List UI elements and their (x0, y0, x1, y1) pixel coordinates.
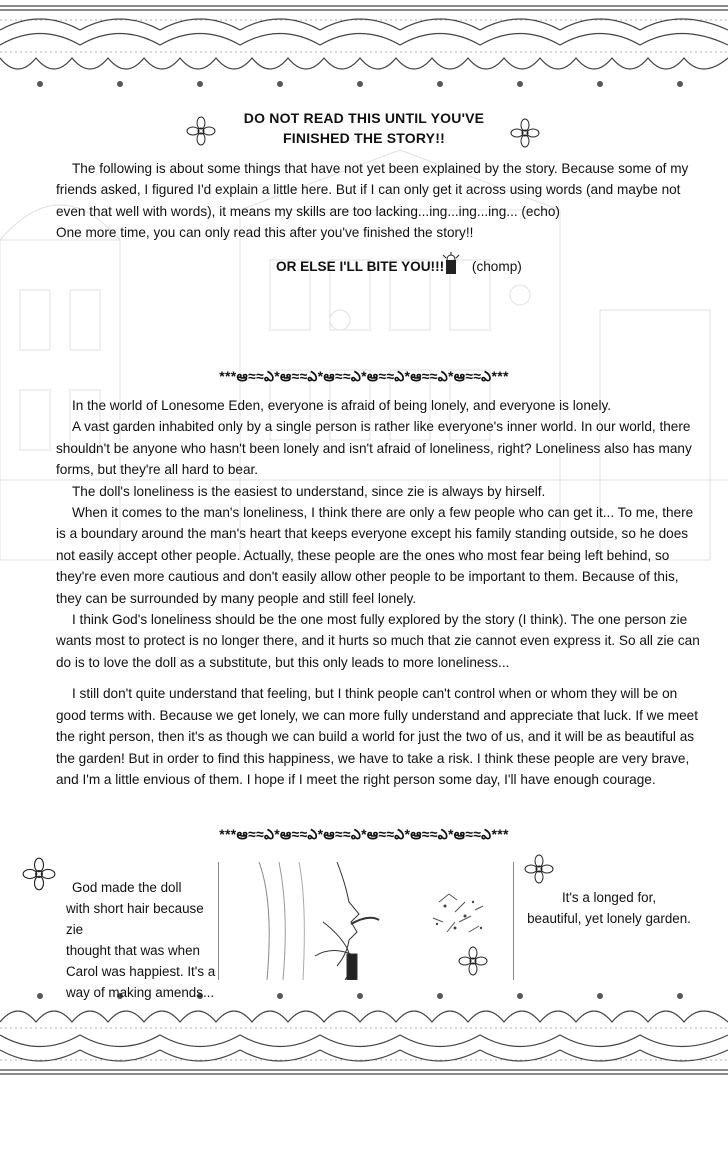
caption-left-line: thought that was when (66, 943, 200, 958)
caption-left-line: way of making amends... (66, 985, 215, 1000)
body-paragraph-2: A vast garden inhabited only by a single person is rather like everyone's inner world. In our world, there shouldn't be anyone who hasn't been lonely and isn't afraid of loneliness, right? Loneliness also has many forms, but they're all hard to bear. (56, 419, 692, 478)
caption-left (66, 877, 216, 1003)
heading-line-1: DO NOT READ THIS UNTIL YOU'VE (243, 110, 485, 126)
heading-line-2: FINISHED THE STORY!! (283, 130, 445, 146)
flower-icon (458, 946, 488, 976)
intro-paragraph-2: One more time, you can only read this after you've finished the story!! (56, 225, 474, 241)
caption-right (514, 887, 704, 929)
caption-right-line: beautiful, yet lonely garden. (527, 911, 691, 926)
caption-left-line: Carol was happiest. It's a (66, 964, 216, 979)
bite-warning (276, 256, 522, 277)
body-paragraph-4: When it comes to the man's loneliness, I think there are only a few people who can get it... To me, there is a boundary around the man's heart that keeps everyone except his family standing outside, so he does not easily accept other people. Actually, these people are the ones who most fear being left behind, so they're even more cautious and don't easily allow other people to be important to them. Because of this, they can be surrounded by many people and still feel lonely. (56, 505, 694, 606)
chibi-icon (440, 252, 462, 278)
body-paragraph-5: I think God's loneliness should be the one most fully explored by the story (I think). The one person zie wants most to protect is no longer there, and it hurts so much that zie cannot even express it. So all zie can do is to love the doll as a substitute, but this only leads to more loneliness... (56, 612, 700, 670)
caption-right-line: It's a longed for, (561, 890, 657, 905)
flower-icon (22, 857, 56, 891)
lace-border-top (0, 0, 728, 95)
caption-left-line: with short hair because zie (66, 901, 204, 937)
body-paragraph-1: In the world of Lonesome Eden, everyone is afraid of being lonely, and everyone is lonely. (72, 398, 612, 413)
body-paragraph-3: The doll's loneliness is the easiest to understand, since zie is always by hirself. (72, 483, 546, 499)
bite-warning-text: OR ELSE I'LL BITE YOU!!! (276, 259, 445, 274)
chomp-text: (chomp) (471, 259, 522, 274)
body-paragraph-6: I still don't quite understand that feeling, but I think people can't control when or whom they will be on good terms with. Because we get lonely, we can more fully understand and appreciate that luck. If we meet the right person, then it's as though we can build a world for just the two of us, and it will be as beautiful as the garden! But in order to find this happiness, we have to take a risk. I think these people are very brave, and I'm a little envious of them. I hope if I meet the right person some day, I'll have enough courage. (56, 686, 699, 787)
body-text (56, 395, 702, 790)
ornamental-divider: ***ఆ≈≈ఎ*ఆ≈≈ఎ*ఆ≈≈ఎ*ఆ≈≈ఎ*ఆ≈≈ఎ*ఆ≈≈ఎ*** (219, 368, 509, 384)
warning-heading (0, 108, 728, 148)
flower-icon (524, 854, 554, 884)
intro-text (56, 158, 702, 244)
intro-paragraph-1: The following is about some things that have not yet been explained by the story. Because some of my friends asked, I figured I'd explain a little here. But if I can only get it across using words (and maybe not even that well with words), it means my skills are too lacking...ing...ing...ing... (echo) (56, 161, 689, 219)
caption-left-line: God made the doll (72, 880, 182, 895)
ornamental-divider-2: ***ఆ≈≈ఎ*ఆ≈≈ఎ*ఆ≈≈ఎ*ఆ≈≈ఎ*ఆ≈≈ఎ*ఆ≈≈ఎ*** (219, 826, 509, 842)
